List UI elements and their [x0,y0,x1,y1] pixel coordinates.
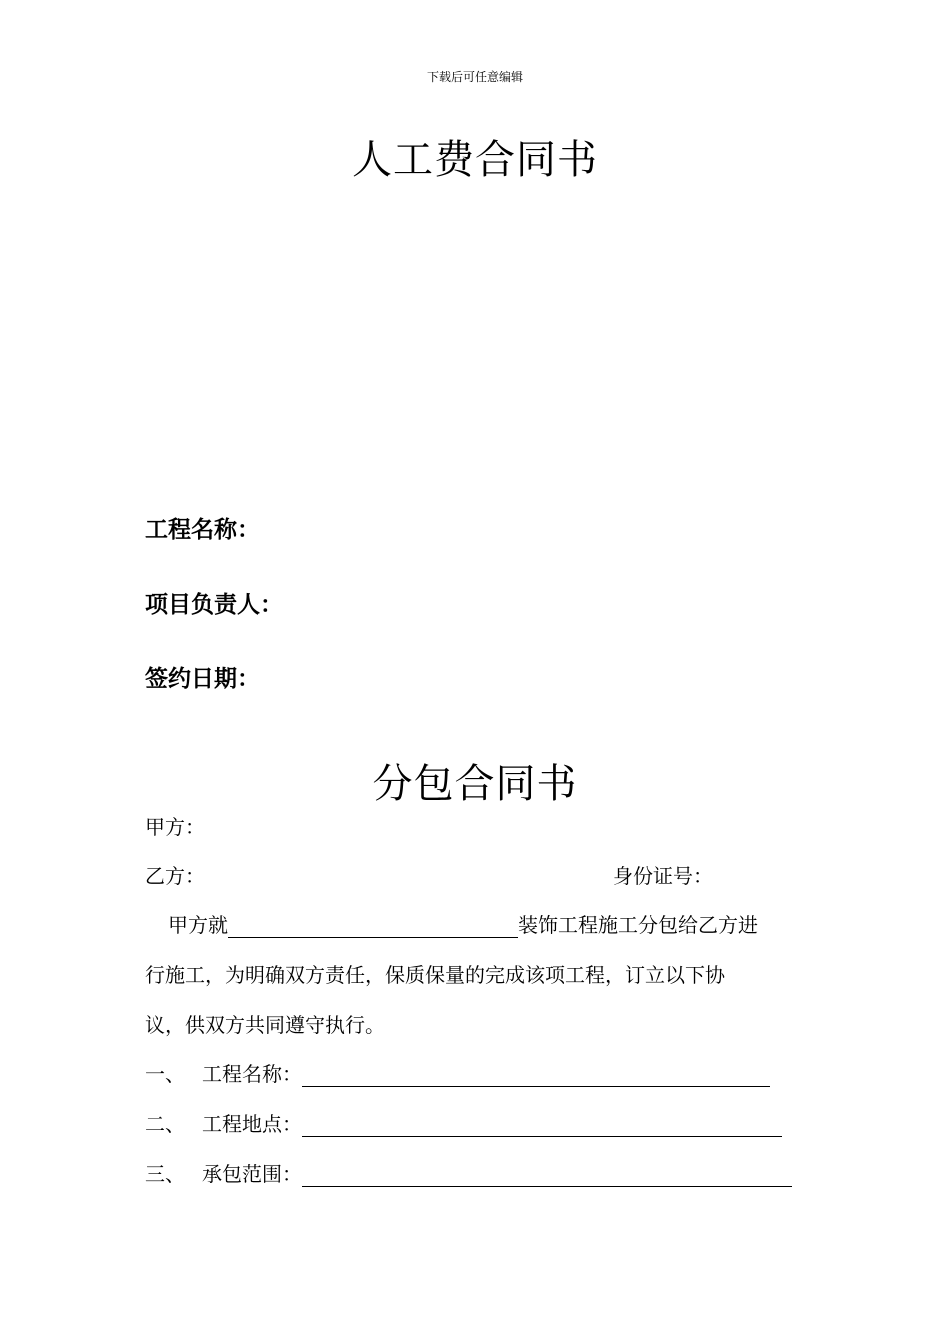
clause-blank [302,1114,782,1137]
cover-field-project-name: 工程名称： [145,516,260,543]
clause-number: 二、 [145,1112,185,1136]
project-blank [228,915,518,938]
intro-suffix: 装饰工程施工分包给乙方进 [518,913,758,937]
contract-title: 分包合同书 [372,761,578,807]
clause-blank [302,1064,770,1087]
clause-label: 工程名称： [202,1062,302,1086]
cover-field-sign-date: 签约日期： [145,665,260,692]
intro-line-2: 行施工，为明确双方责任，保质保量的完成该项工程，订立以下协 [145,963,725,987]
clause-2 [145,1108,782,1137]
cover-title: 人工费合同书 [352,137,598,183]
clause-label: 工程地点： [202,1112,302,1136]
intro-line-3: 议，供双方共同遵守执行。 [145,1013,385,1037]
party-b-label: 乙方： [145,864,205,888]
clause-label: 承包范围： [202,1162,302,1186]
clause-1 [145,1058,770,1087]
clause-number: 一、 [145,1062,185,1086]
clause-3 [145,1158,792,1187]
clause-blank [302,1164,792,1187]
clause-number: 三、 [145,1162,185,1186]
intro-prefix: 甲方就 [168,913,228,937]
id-number-label: 身份证号： [613,864,713,888]
cover-field-project-manager: 项目负责人： [145,591,283,618]
intro-line-1 [168,909,758,938]
header-note: 下载后可任意编辑 [426,70,523,84]
party-a-label: 甲方： [145,815,205,839]
